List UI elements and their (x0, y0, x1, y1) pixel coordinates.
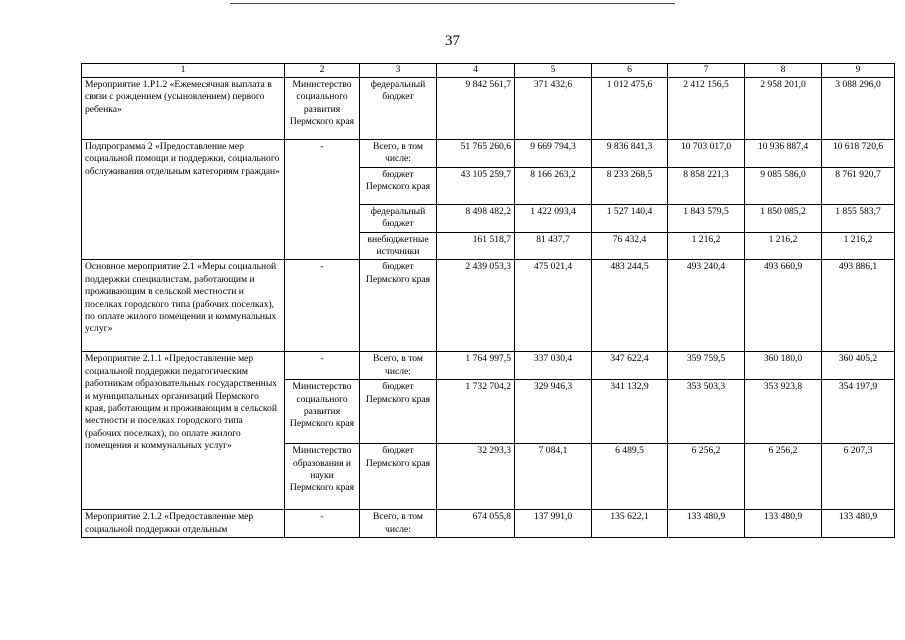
value-cell: 1 732 704,2 (437, 380, 515, 444)
value-cell: 354 197,9 (822, 380, 895, 444)
table-row (82, 260, 895, 352)
activity-name: Основное мероприятие 2.1 «Меры социальной поддержки специалистам, работающим и проживающим в сельской местности и поселках городского типа (рабочих поселках), по оплате жилого помещения и коммунальных услуг» (82, 260, 285, 352)
value-cell: 1 764 997,5 (437, 352, 515, 380)
funding-source-cell: Всего, в том числе: (360, 352, 437, 380)
value-cell: 8 858 221,3 (668, 167, 745, 204)
subprogram-name: Подпрограмма 2 «Предоставление мер социальной помощи и поддержки, социального обслуживания отдельным категориям граждан» (82, 140, 285, 260)
value-cell: 43 105 259,7 (437, 167, 515, 204)
value-cell: 3 088 296,0 (822, 78, 895, 140)
value-cell: 493 240,4 (668, 260, 745, 352)
executor-cell: - (285, 510, 360, 538)
funding-source-cell: бюджет Пермского края (360, 444, 437, 510)
table-row (82, 78, 895, 140)
value-cell: 9 836 841,3 (592, 140, 668, 168)
column-number-row (82, 64, 895, 78)
activity-name: Мероприятие 1.Р1.2 «Ежемесячная выплата в связи с рождением (усыновлением) первого ребенка» (82, 78, 285, 140)
value-cell: 8 498 482,2 (437, 204, 515, 232)
executor-cell: Министерство социального развития Пермского края (285, 78, 360, 140)
value-cell: 76 432,4 (592, 232, 668, 260)
value-cell: 9 085 586,0 (745, 167, 822, 204)
value-cell: 360 180,0 (745, 352, 822, 380)
value-cell: 475 021,4 (515, 260, 592, 352)
page-number: 37 (445, 33, 460, 49)
value-cell: 2 439 053,3 (437, 260, 515, 352)
top-rule (230, 3, 675, 4)
value-cell: 337 030,4 (515, 352, 592, 380)
funding-source-cell: бюджет Пермского края (360, 380, 437, 444)
value-cell: 8 761 920,7 (822, 167, 895, 204)
value-cell: 9 669 794,3 (515, 140, 592, 168)
column-header: 4 (437, 64, 515, 78)
value-cell: 10 936 887,4 (745, 140, 822, 168)
funding-source-cell: федеральный бюджет (360, 204, 437, 232)
value-cell: 133 480,9 (745, 510, 822, 538)
value-cell: 81 437,7 (515, 232, 592, 260)
value-cell: 1 216,2 (745, 232, 822, 260)
column-header: 3 (360, 64, 437, 78)
value-cell: 51 765 260,6 (437, 140, 515, 168)
executor-cell: - (285, 260, 360, 352)
funding-source-cell: внебюджетные источники (360, 232, 437, 260)
value-cell: 161 518,7 (437, 232, 515, 260)
value-cell: 1 855 583,7 (822, 204, 895, 232)
value-cell: 1 216,2 (822, 232, 895, 260)
value-cell: 135 622,1 (592, 510, 668, 538)
column-header: 1 (82, 64, 285, 78)
value-cell: 1 216,2 (668, 232, 745, 260)
value-cell: 133 480,9 (668, 510, 745, 538)
funding-source-cell: федеральный бюджет (360, 78, 437, 140)
table-row (82, 352, 895, 380)
value-cell: 8 233 268,5 (592, 167, 668, 204)
value-cell: 360 405,2 (822, 352, 895, 380)
value-cell: 1 012 475,6 (592, 78, 668, 140)
table-row (82, 140, 895, 168)
value-cell: 10 703 017,0 (668, 140, 745, 168)
value-cell: 341 132,9 (592, 380, 668, 444)
value-cell: 6 256,2 (745, 444, 822, 510)
value-cell: 7 084,1 (515, 444, 592, 510)
value-cell: 1 527 140,4 (592, 204, 668, 232)
program-funding-table (81, 63, 895, 538)
value-cell: 1 843 579,5 (668, 204, 745, 232)
column-header: 6 (592, 64, 668, 78)
value-cell: 483 244,5 (592, 260, 668, 352)
table-row (82, 510, 895, 538)
value-cell: 347 622,4 (592, 352, 668, 380)
value-cell: 8 166 263,2 (515, 167, 592, 204)
executor-cell: Министерство социального развития Пермского края (285, 380, 360, 444)
value-cell: 1 850 085,2 (745, 204, 822, 232)
value-cell: 493 886,1 (822, 260, 895, 352)
value-cell: 493 660,9 (745, 260, 822, 352)
value-cell: 359 759,5 (668, 352, 745, 380)
value-cell: 6 207,3 (822, 444, 895, 510)
value-cell: 32 293,3 (437, 444, 515, 510)
column-header: 8 (745, 64, 822, 78)
value-cell: 10 618 720,6 (822, 140, 895, 168)
executor-cell: - (285, 140, 360, 260)
value-cell: 353 503,3 (668, 380, 745, 444)
value-cell: 1 422 093,4 (515, 204, 592, 232)
funding-source-cell: Всего, в том числе: (360, 510, 437, 538)
funding-source-cell: бюджет Пермского края (360, 260, 437, 352)
value-cell: 133 480,9 (822, 510, 895, 538)
executor-cell: - (285, 352, 360, 380)
activity-name: Мероприятие 2.1.2 «Предоставление мер социальной поддержки отдельным (82, 510, 285, 538)
value-cell: 2 412 156,5 (668, 78, 745, 140)
activity-name: Мероприятие 2.1.1 «Предоставление мер социальной поддержки педагогическим работникам образовательных государственных и муниципальных организаций Пермского края, работающим и проживающим в сельской местности и поселках городского типа (рабочих поселках), по оплате жилого помещения и коммунальных услуг» (82, 352, 285, 510)
value-cell: 371 432,6 (515, 78, 592, 140)
column-header: 5 (515, 64, 592, 78)
value-cell: 2 958 201,0 (745, 78, 822, 140)
value-cell: 137 991,0 (515, 510, 592, 538)
value-cell: 674 055,8 (437, 510, 515, 538)
funding-source-cell: бюджет Пермского края (360, 167, 437, 204)
column-header: 9 (822, 64, 895, 78)
value-cell: 329 946,3 (515, 380, 592, 444)
value-cell: 6 489,5 (592, 444, 668, 510)
value-cell: 6 256,2 (668, 444, 745, 510)
value-cell: 9 842 561,7 (437, 78, 515, 140)
executor-cell: Министерство образования и науки Пермского края (285, 444, 360, 510)
column-header: 2 (285, 64, 360, 78)
funding-source-cell: Всего, в том числе: (360, 140, 437, 168)
value-cell: 353 923,8 (745, 380, 822, 444)
column-header: 7 (668, 64, 745, 78)
